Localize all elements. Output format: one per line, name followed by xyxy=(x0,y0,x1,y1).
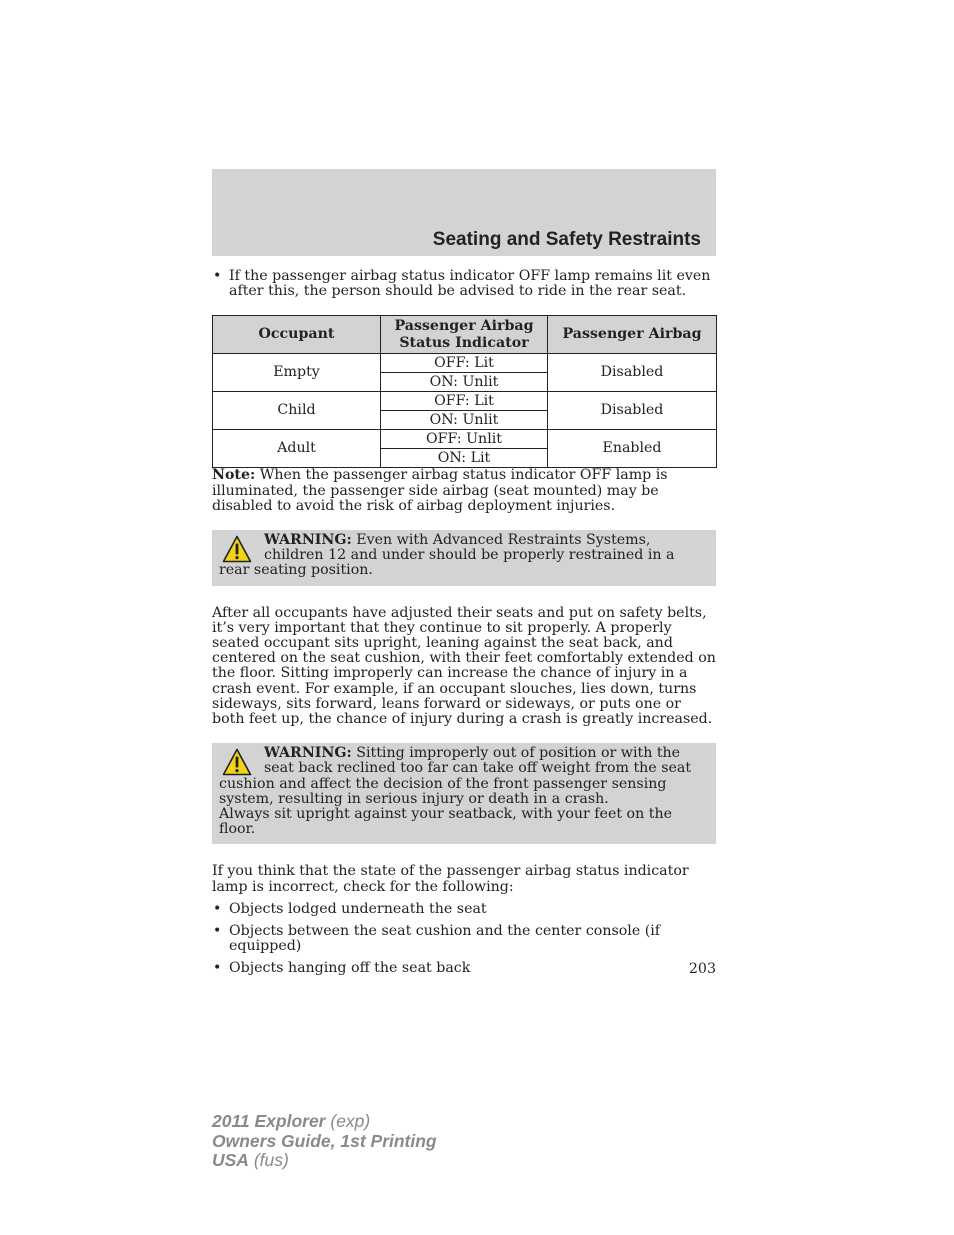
note-label: Note: xyxy=(212,467,256,484)
page-number: 203 xyxy=(688,961,716,977)
occupant-cell: Empty xyxy=(213,354,381,392)
list-item-text: Objects lodged underneath the seat xyxy=(229,900,487,917)
airbag-cell: Enabled xyxy=(548,430,717,468)
warning-text: Sitting improperly out of position or with the seat back reclined too far can take off weight from the seat cushion and affect the decision of the front passenger sensing system, resulting in serious injury or death in a crash. xyxy=(219,745,692,807)
table-row xyxy=(213,392,717,411)
table-row xyxy=(213,430,717,449)
indicator-cell: OFF: Unlit xyxy=(381,430,548,449)
bullet-dot-icon: • xyxy=(213,960,222,977)
check-paragraph: If you think that the state of the passenger airbag status indicator lamp is incorrect, check for the following: xyxy=(212,863,689,895)
table-header-row xyxy=(213,316,717,354)
airbag-cell: Disabled xyxy=(548,392,717,430)
warning-box-position xyxy=(212,743,716,844)
warning-label: WARNING: xyxy=(264,532,352,549)
col-header-occupant: Occupant xyxy=(213,316,381,354)
warning-triangle-icon xyxy=(222,748,252,776)
footer-market: USA xyxy=(212,1150,249,1170)
warning-text: Even with Advanced Restraints Systems, children 12 and under should be properly restrained in a rear seating position. xyxy=(219,532,675,579)
warning-triangle-icon xyxy=(222,535,252,563)
footer-imprint xyxy=(212,1112,437,1171)
col-header-airbag: Passenger Airbag xyxy=(548,316,717,354)
list-item xyxy=(212,924,716,954)
occupant-cell: Child xyxy=(213,392,381,430)
airbag-status-table xyxy=(212,315,717,468)
intro-bullet xyxy=(212,269,716,299)
intro-bullet-text: If the passenger airbag status indicator OFF lamp remains lit even after this, the person should be advised to ride in the rear seat. xyxy=(229,268,711,300)
col-header-indicator: Passenger Airbag Status Indicator xyxy=(381,316,548,354)
warning-text-second: Always sit upright against your seatback, with your feet on the floor. xyxy=(219,806,672,838)
footer-model: 2011 Explorer xyxy=(212,1111,326,1131)
footer-guide: Owners Guide, 1st Printing xyxy=(212,1130,437,1151)
warning-box-children xyxy=(212,530,716,586)
page-content xyxy=(212,269,716,977)
bullet-dot-icon: • xyxy=(213,268,222,284)
list-item xyxy=(212,961,716,976)
section-title: Seating and Safety Restraints xyxy=(432,229,701,250)
indicator-cell: OFF: Lit xyxy=(381,354,548,373)
section-header-band xyxy=(212,169,716,256)
bullet-dot-icon: • xyxy=(213,923,222,940)
sitting-paragraph: After all occupants have adjusted their seats and put on safety belts, it’s very important that they continue to sit properly. A properly seated occupant sits upright, leaning against the seat back, and centered on the seat cushion, with their feet comfortably extended on the floor. Sitting improperly can increase the chance of injury in a crash event. For example, if an occupant slouches, lies down, turns sideways, sits forward, leans forward or sideways, or puts one or both feet up, the chance of injury during a crash is greatly increased. xyxy=(212,604,716,728)
list-item xyxy=(212,902,716,917)
list-item-text: Objects hanging off the seat back xyxy=(229,960,471,977)
indicator-cell: ON: Lit xyxy=(381,449,548,468)
occupant-cell: Adult xyxy=(213,430,381,468)
bullet-dot-icon: • xyxy=(213,900,222,917)
indicator-cell: ON: Unlit xyxy=(381,411,548,430)
footer-model-code: (exp) xyxy=(330,1111,371,1131)
note-paragraph xyxy=(212,468,716,514)
footer-market-code: (fus) xyxy=(253,1150,289,1170)
table-row xyxy=(213,354,717,373)
warning-label: WARNING: xyxy=(264,745,352,762)
list-item-text: Objects between the seat cushion and the center console (if equipped) xyxy=(229,923,661,955)
note-text: When the passenger airbag status indicator OFF lamp is illuminated, the passenger side airbag (seat mounted) may be disabled to avoid the risk of airbag deployment injuries. xyxy=(212,467,668,514)
indicator-cell: OFF: Lit xyxy=(381,392,548,411)
airbag-cell: Disabled xyxy=(548,354,717,392)
indicator-cell: ON: Unlit xyxy=(381,373,548,392)
